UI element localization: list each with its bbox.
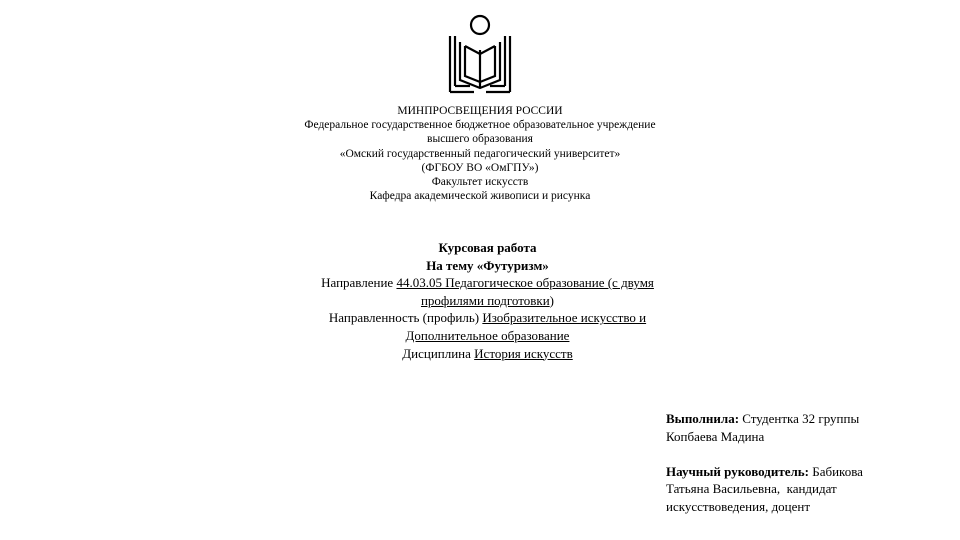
university-name: «Омский государственный педагогический университет» xyxy=(339,147,621,160)
discipline-value: История искусств xyxy=(474,345,573,361)
institution-type-line2: высшего образования xyxy=(427,133,533,146)
supervisor-surname: Бабикова xyxy=(812,463,863,479)
direction-close-paren: ) xyxy=(549,292,555,308)
work-title-block xyxy=(240,239,735,362)
supervisor-name: Татьяна Васильевна, кандидат xyxy=(666,481,837,497)
author-line xyxy=(666,410,951,428)
discipline-label: Дисциплина xyxy=(402,345,471,361)
institution-header xyxy=(180,104,780,203)
profile-label: Направленность (профиль) xyxy=(328,310,480,326)
department-name: Кафедра академической живописи и рисунка xyxy=(369,190,591,203)
profile-line-2 xyxy=(240,327,735,345)
supervisor-line xyxy=(666,463,951,481)
work-type: Курсовая работа xyxy=(438,240,537,255)
university-abbreviation: (ФГБОУ ВО «ОмГПУ») xyxy=(421,161,539,174)
profile-value-part2: Дополнительное образование xyxy=(405,327,570,343)
faculty-name: Факультет искусств xyxy=(431,176,529,189)
profile-value-part1: Изобразительное искусство и xyxy=(482,310,647,326)
work-topic: На тему «Футуризм» xyxy=(426,257,549,273)
author-group: Студентка 32 группы xyxy=(742,411,860,426)
direction-line xyxy=(240,274,735,292)
direction-value-part2: профилями подготовки xyxy=(420,292,550,308)
supervisor-label: Научный руководитель: xyxy=(666,463,809,479)
discipline-line xyxy=(240,345,735,363)
book-emblem-icon xyxy=(446,12,514,94)
institution-type-line1: Федеральное государственное бюджетное образовательное учреждение xyxy=(304,119,656,132)
direction-line-2 xyxy=(240,292,735,310)
ministry-name: МИНПРОСВЕЩЕНИЯ РОССИИ xyxy=(397,105,563,117)
profile-line xyxy=(240,309,735,327)
author-info xyxy=(666,410,951,516)
direction-label: Направление xyxy=(321,275,394,291)
author-label: Выполнила: xyxy=(666,411,740,426)
supervisor-degree: искусствоведения, доцент xyxy=(666,498,811,514)
direction-value-part1: 44.03.05 Педагогическое образование (с двумя xyxy=(396,275,654,291)
author-name: Копбаева Мадина xyxy=(666,428,765,444)
